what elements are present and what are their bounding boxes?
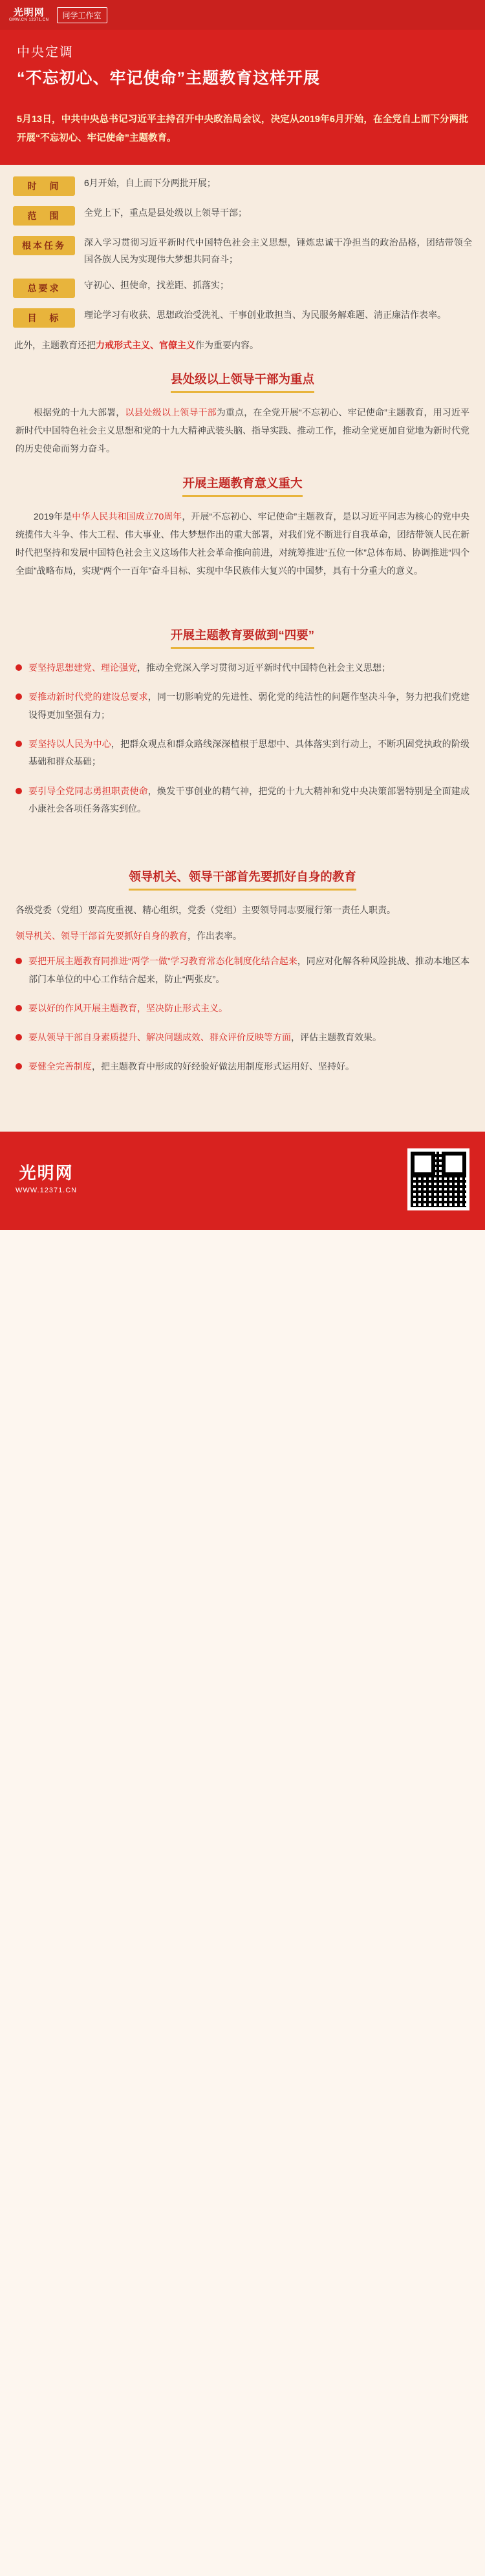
bullet-dot-icon [16,693,22,700]
list-item [16,735,469,771]
section-heading-text: 开展主题教育意义重大 [182,474,302,497]
list-item-text [28,659,469,677]
list-item-text [28,735,469,771]
section-heading [13,868,472,891]
list-item-rest: ，焕发干事创业的精气神，把党的十九大精神和党中央决策部署特别是全面建成小康社会各项任务落实到位。 [28,785,469,814]
footer-logo [16,1164,77,1194]
section-heading [13,626,472,649]
paragraph-emphasis: 领导机关、领导干部首先要抓好自身的教育 [16,931,188,942]
list-item-emphasis: 要坚持以人民为中心 [28,739,111,750]
studio-badge: 同学工作室 [57,7,107,23]
bullet-dot-icon [16,741,22,747]
list-item-emphasis: 要引导全党同志勇担职责使命 [28,785,148,796]
list-item-text [28,1058,469,1075]
list-item [16,659,469,677]
paragraph-post: 为重点，在全党开展“不忘初心、牢记使命”主题教育，用习近平新时代中国特色社会主义思想和党的十九大精神武装头脑、指导实践、推动工作，推动全党更加自觉地为新时代党的历史使命而努力奋斗。 [16,407,469,454]
page-root [0,0,485,1230]
list-item-text [28,783,469,818]
footer-logo-url: WWW.12371.CN [16,1186,78,1194]
paragraph-emphasis: 以县处级以上领导干部 [125,407,217,418]
list-item-emphasis: 要从领导干部自身素质提升、解决问题成效、群众评价反映等方面 [28,1032,291,1043]
row-tag: 根本任务 [13,236,75,255]
summary-row [13,175,472,196]
paragraph-post: ，开展“不忘初心、牢记使命”主题教育，是以习近平同志为核心的党中央统揽伟大斗争、伟大工程、伟大事业、伟大梦想作出的重大部署，对我们党不断进行自我革命，团结带领人民在新时代把坚持和发展中国特色社会主义这场伟大社会革命推向前进，对统筹推进“五位一体”总体布局、协调推进“四个全面”战略布局，实现“两个一百年”奋斗目标、实现中华民族伟大复兴的中国梦，具有十分重大的意义。 [16,511,470,576]
list-item-emphasis: 要坚持思想建党、理论强党 [28,662,137,673]
qr-code-icon[interactable] [407,1148,469,1210]
hero-banner [0,30,485,107]
section-four-requirements [13,626,472,818]
section-heading-text: 开展主题教育要做到“四要” [171,626,314,649]
lead-paragraph: 5月13日，中共中央总书记习近平主持召开中央政治局会议，决定从2019年6月开始，在全党自上而下分两批开展“不忘初心、牢记使命”主题教育。 [17,114,468,143]
list-item [16,1000,469,1017]
top-bar [0,0,485,30]
section-paragraph [13,403,472,458]
list-item-text [28,1029,469,1046]
summary-row [13,235,472,268]
section-heading [13,474,472,497]
list-item-text [28,1000,469,1017]
bullet-dot-icon [16,1034,22,1040]
spacer [13,1088,472,1110]
list-item-rest: ，把群众观点和群众路线深深植根于思想中、具体落实到行动上，不断巩固党执政的阶级基础和群众基础； [28,739,470,767]
section-significance [13,474,472,580]
article-body [0,165,485,1132]
list-item-emphasis: 要健全完善制度 [28,1061,92,1072]
list-item [16,953,469,988]
paragraph-post: ，作出表率。 [188,931,242,942]
spacer [13,587,472,609]
bullet-list [13,953,472,1075]
list-item-rest: ，推动全党深入学习贯彻习近平新时代中国特色社会主义思想； [137,662,391,673]
after-note [14,337,471,354]
paragraph-pre: 根据党的十九大部署， [34,407,125,418]
bullet-dot-icon [16,958,22,964]
row-tag: 总要求 [13,279,75,298]
bullet-list [13,659,472,818]
paragraph-pre: 2019年是 [34,511,72,522]
spacer [13,1110,472,1132]
list-item-rest: ，评估主题教育效果。 [291,1032,382,1043]
after-note-post: 作为重要内容。 [195,339,259,350]
section-leading-organs [13,868,472,1075]
bullet-dot-icon [16,1063,22,1070]
after-note-pre: 此外，主题教育还把 [14,339,96,350]
row-tag: 目 标 [13,308,75,328]
row-tag: 范 围 [13,206,75,226]
section-heading-text: 县处级以上领导干部为重点 [171,370,314,393]
paragraph-emphasis: 中华人民共和国成立70周年 [72,511,182,522]
page-title: “不忘初心、牢记使命”主题教育这样开展 [17,69,321,87]
site-logo-sub: GMW.CN 12371.CN [9,17,49,22]
section-paragraph: 各级党委（党组）要高度重视、精心组织，党委（党组）主要领导同志要履行第一责任人职责。 [16,905,396,916]
bullet-dot-icon [16,1005,22,1011]
after-note-emphasis: 力戒形式主义、官僚主义 [96,339,195,350]
section-paragraph [13,927,472,945]
site-logo-main: 光明网 [13,6,45,18]
summary-rows [13,165,472,328]
list-item [16,688,469,724]
summary-row [13,277,472,298]
footer [0,1132,485,1230]
list-item-emphasis: 要把开展主题教育同推进“两学一做”学习教育常态化制度化结合起来 [28,956,297,967]
list-item-emphasis: 要推动新时代党的建设总要求 [28,692,148,702]
list-item [16,1029,469,1046]
row-text: 全党上下，重点是县处级以上领导干部； [84,207,247,218]
hero-kicker: 中央定调 [17,45,74,59]
row-text: 6月开始，自上而下分两批开展； [84,177,216,188]
footer-logo-main: 光明网 [19,1163,74,1183]
section-heading-text: 领导机关、领导干部首先要抓好自身的教育 [129,868,356,891]
bullet-dot-icon [16,664,22,671]
section-paragraph [13,507,472,580]
list-item [16,783,469,818]
list-item-rest: ，同应对化解各种风险挑战、推动本地区本部门本单位的中心工作结合起来，防止“两张皮”。 [28,956,469,984]
spacer [13,829,472,851]
list-item-text [28,688,469,724]
list-item-emphasis: 要以好的作风开展主题教育，坚决防止形式主义。 [28,1002,228,1013]
site-logo [9,8,49,22]
qr-code-pattern [411,1152,466,1207]
row-text: 守初心、担使命，找差距、抓落实； [84,279,229,290]
bullet-dot-icon [16,788,22,794]
section-key-group [13,370,472,458]
summary-row [13,307,472,328]
section-heading [13,370,472,393]
row-text: 理论学习有收获、思想政治受洗礼、干事创业敢担当、为民服务解难题、清正廉洁作表率。 [84,309,446,320]
list-item-rest: ，把主题教育中形成的好经验好做法用制度形式运用好、坚持好。 [92,1061,354,1072]
list-item-text [28,953,469,988]
row-text: 深入学习贯彻习近平新时代中国特色社会主义思想，锤炼忠诚干净担当的政治品格，团结带领全国各族人民为实现伟大梦想共同奋斗； [84,237,472,264]
lead-section [0,107,485,165]
row-tag: 时 间 [13,176,75,196]
list-item-rest: ，同一切影响党的先进性、弱化党的纯洁性的问题作坚决斗争，努力把我们党建设得更加坚强有力； [28,692,469,720]
list-item [16,1058,469,1075]
summary-row [13,205,472,226]
